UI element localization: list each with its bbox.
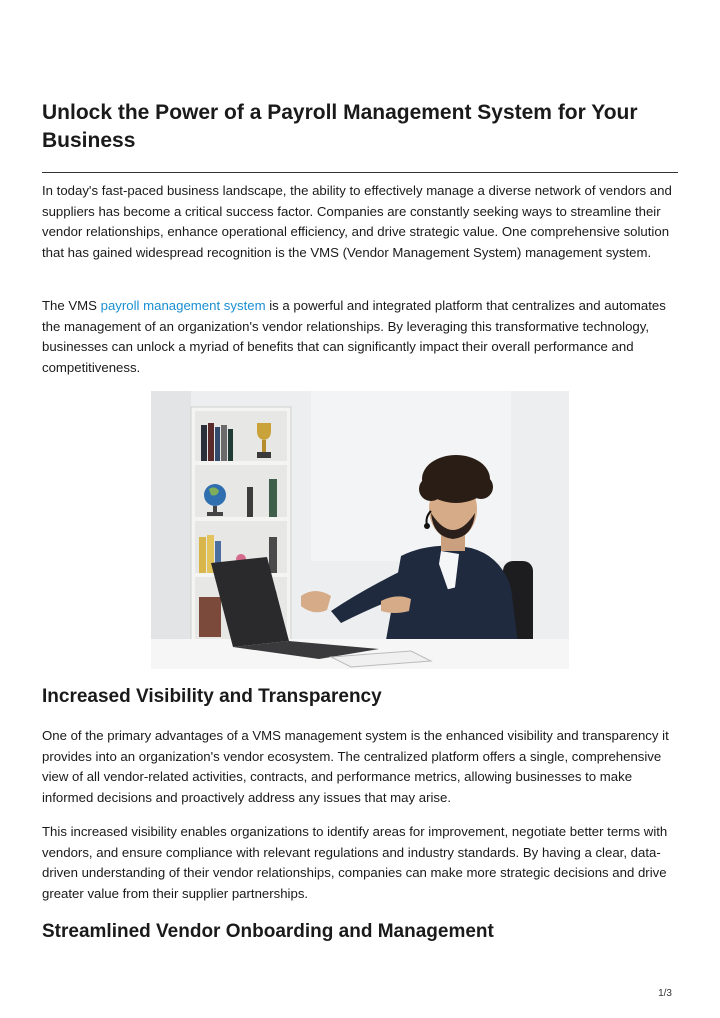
office-photo — [151, 391, 569, 669]
vms-paragraph-lead: The VMS — [42, 298, 101, 313]
visibility-paragraph-1: One of the primary advantages of a VMS management system is the enhanced visibility and transparency it provides into an organization's vendor ecosystem. The centralized platform offers a single, comprehensive view of all vendor-related activities, contracts, and performance metrics, allowing businesses to make informed decisions and proactively address any issues that may arise. — [42, 728, 669, 805]
page-title: Unlock the Power of a Payroll Management System for Your Business — [42, 101, 638, 152]
visibility-paragraph-2: This increased visibility enables organizations to identify areas for improvement, negotiate better terms with vendors, and ensure compliance with relevant regulations and industry standards. By having a clear, data-driven understanding of their vendor relationships, companies can make more strategic decisions and drive greater value from their supplier partnerships. — [42, 824, 668, 901]
intro-paragraph: In today's fast-paced business landscape, the ability to effectively manage a diverse network of vendors and suppliers has become a critical success factor. Companies are constantly seeking ways to streamline their vendor relationships, enhance operational efficiency, and drive strategic value. One comprehensive solution that has gained widespread recognition is the VMS (Vendor Management System) management system. — [42, 183, 672, 260]
payroll-management-system-link[interactable]: payroll management system — [100, 298, 266, 313]
title-divider — [42, 172, 678, 173]
page-number: 1/3 — [658, 988, 672, 999]
section-heading-visibility: Increased Visibility and Transparency — [42, 686, 382, 707]
vms-paragraph-rest: is a powerful and integrated platform that centralizes and automates the management of an organization's vendor relationships. By leveraging this transformative technology, businesses can unlock a myriad of benefits that can significantly impact their overall performance and competitiveness. — [42, 298, 666, 375]
section-heading-onboarding: Streamlined Vendor Onboarding and Management — [42, 921, 494, 942]
vms-paragraph — [42, 296, 678, 378]
